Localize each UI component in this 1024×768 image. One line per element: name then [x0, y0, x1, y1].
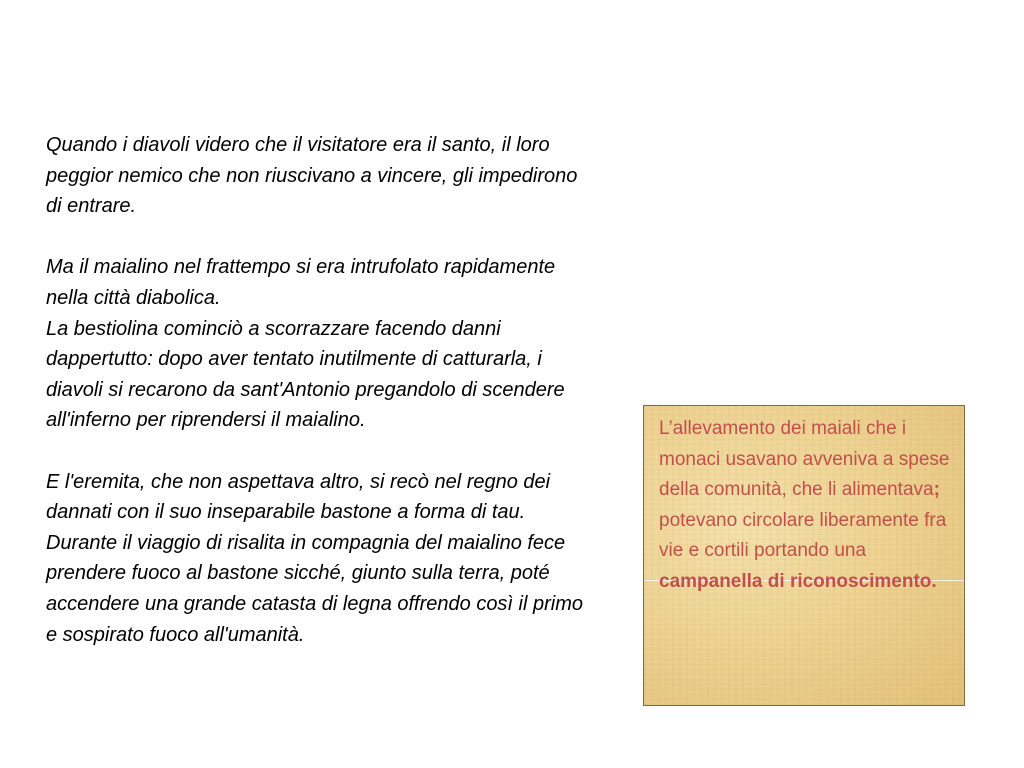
story-text — [46, 130, 586, 650]
note-semicolon: ; — [933, 479, 940, 501]
note-text-bold: campanella di riconoscimento. — [659, 570, 937, 592]
paragraph-spacer — [46, 222, 586, 253]
story-paragraph-2a: Ma il maialino nel frattempo si era intrufolato rapidamente nella città diabolica. — [46, 256, 556, 309]
note-text-middle: potevano circolare liberamente fra vie e cortili portando una — [659, 509, 947, 562]
note-text — [659, 414, 959, 598]
story-paragraph-1: Quando i diavoli videro che il visitatore era il santo, il loro peggior nemico che non riuscivano a vincere, gli impedirono di entrare. — [46, 134, 578, 218]
parchment-note-box — [643, 405, 965, 706]
paragraph-spacer — [46, 436, 586, 467]
story-paragraph-3a: E l'eremita, che non aspettava altro, si recò nel regno dei dannati con il suo inseparabile bastone a forma di tau. — [46, 470, 551, 524]
story-paragraph-2b: La bestiolina cominciò a scorrazzare facendo danni dappertutto: dopo aver tentato inutilmente di catturarla, i diavoli si recarono da sant'Antonio pregandolo di scendere all'inferno per riprendersi il maialino. — [46, 317, 565, 432]
story-paragraph-3b: Durante il viaggio di risalita in compagnia del maialino fece prendere fuoco al bastone sicché, giunto sulla terra, poté accendere una grande catasta di legna offrendo così il primo e sospirato fuoco all'umanità. — [46, 531, 584, 646]
note-text-start: L’allevamento dei maiali che i monaci usavano avveniva a spese della comunità, che li alimentava — [659, 418, 950, 501]
